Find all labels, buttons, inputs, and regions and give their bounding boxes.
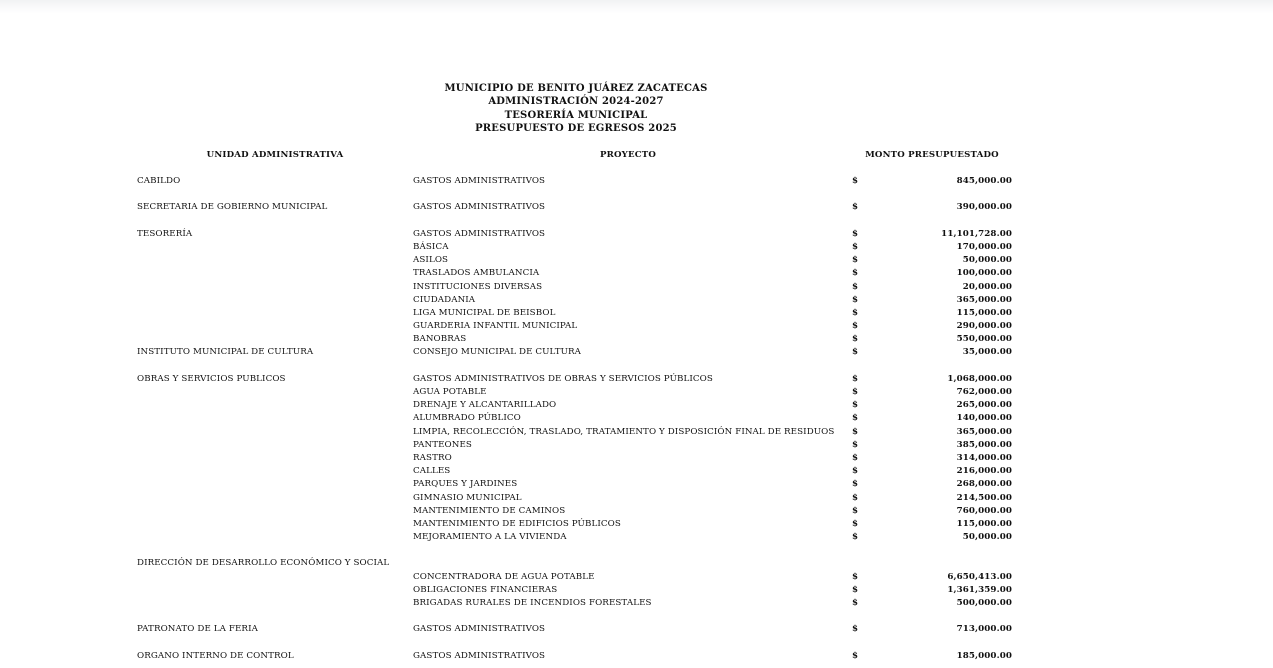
column-header-proyecto: PROYECTO [599,150,657,160]
table-row [0,308,1273,321]
monto-cell: 268,000.00 [956,479,1012,490]
table-row [0,453,1273,466]
monto-cell: 365,000.00 [956,426,1012,437]
currency-symbol: $ [852,281,859,292]
table-row [0,479,1273,492]
table-row [0,598,1273,611]
table-row [0,400,1273,413]
currency-symbol: $ [852,268,859,279]
table-row [0,493,1273,506]
proyecto-cell: BANOBRAS [413,334,467,345]
currency-symbol: $ [852,228,859,239]
unidad-administrativa-cell: TESORERÍA [137,228,193,239]
proyecto-cell: CONSEJO MUNICIPAL DE CULTURA [413,347,582,358]
proyecto-cell: GASTOS ADMINISTRATIVOS DE OBRAS Y SERVICIOS PÚBLICOS [413,373,713,384]
proyecto-cell: AGUA POTABLE [413,387,487,397]
monto-cell: 115,000.00 [956,518,1012,529]
currency-symbol: $ [852,505,859,516]
column-header-unidad-administrativa: UNIDAD ADMINISTRATIVA [206,150,344,160]
table-row [0,427,1273,440]
proyecto-cell: CIUDADANIA [413,294,476,305]
table-row [0,282,1273,295]
currency-symbol: $ [852,373,859,384]
table-row [0,334,1273,347]
monto-cell: 11,101,728.00 [941,228,1012,239]
proyecto-cell: MEJORAMIENTO A LA VIVIENDA [413,532,567,543]
monto-cell: 365,000.00 [956,294,1012,305]
monto-cell: 1,068,000.00 [947,373,1012,384]
proyecto-cell: GUARDERIA INFANTIL MUNICIPAL [413,321,578,332]
monto-cell: 290,000.00 [956,321,1012,332]
monto-cell: 265,000.00 [956,400,1012,411]
unidad-administrativa-cell: SECRETARIA DE GOBIERNO MUNICIPAL [137,202,328,213]
monto-cell: 550,000.00 [956,334,1012,345]
currency-symbol: $ [852,307,859,318]
unidad-administrativa-cell: PATRONATO DE LA FERIA [137,624,258,635]
monto-cell: 385,000.00 [956,439,1012,450]
proyecto-cell: GASTOS ADMINISTRATIVOS [413,650,546,661]
currency-symbol: $ [852,479,859,490]
monto-cell: 762,000.00 [956,387,1012,397]
monto-cell: 500,000.00 [956,598,1012,608]
spacer-row [0,189,1273,202]
currency-symbol: $ [852,413,859,424]
table-row [0,176,1273,189]
currency-symbol: $ [852,241,859,252]
proyecto-cell: MANTENIMIENTO DE EDIFICIOS PÚBLICOS [413,518,621,529]
spacer-row [0,638,1273,651]
budget-table [0,176,1273,664]
currency-symbol: $ [852,334,859,345]
table-row [0,255,1273,268]
monto-cell: 845,000.00 [956,176,1012,186]
monto-cell: 20,000.00 [962,281,1012,292]
currency-symbol: $ [852,202,859,213]
proyecto-cell: MANTENIMIENTO DE CAMINOS [413,505,566,516]
table-row [0,374,1273,387]
proyecto-cell: OBLIGACIONES FINANCIERAS [413,584,558,595]
currency-symbol: $ [852,400,859,411]
currency-symbol: $ [852,571,859,582]
proyecto-cell: GASTOS ADMINISTRATIVOS [413,176,546,186]
proyecto-cell: ALUMBRADO PÚBLICO [413,413,521,424]
unidad-administrativa-cell: ORGANO INTERNO DE CONTROL [137,650,294,661]
currency-symbol: $ [852,492,859,503]
currency-symbol: $ [852,439,859,450]
currency-symbol: $ [852,598,859,608]
monto-cell: 214,500.00 [956,492,1012,503]
unidad-administrativa-cell: DIRECCIÓN DE DESARROLLO ECONÓMICO Y SOCIAL [137,558,390,569]
monto-cell: 170,000.00 [956,241,1012,252]
spacer-row [0,361,1273,374]
proyecto-cell: GIMNASIO MUNICIPAL [413,492,522,503]
table-row [0,229,1273,242]
table-row [0,506,1273,519]
currency-symbol: $ [852,176,859,186]
monto-cell: 35,000.00 [962,347,1012,358]
monto-cell: 6,650,413.00 [947,571,1012,582]
monto-cell: 185,000.00 [956,650,1012,661]
table-row [0,321,1273,334]
title-line-municipio: MUNICIPIO DE BENITO JUÁREZ ZACATECAS [444,83,708,94]
proyecto-cell: BRIGADAS RURALES DE INCENDIOS FORESTALES [413,598,652,608]
table-row [0,585,1273,598]
document-title [0,82,1152,136]
currency-symbol: $ [852,347,859,358]
table-row [0,413,1273,426]
spacer-row [0,216,1273,229]
table-row [0,295,1273,308]
table-row [0,466,1273,479]
monto-cell: 50,000.00 [962,532,1012,543]
currency-symbol: $ [852,518,859,529]
monto-cell: 100,000.00 [956,268,1012,279]
table-row [0,572,1273,585]
proyecto-cell: GASTOS ADMINISTRATIVOS [413,624,546,635]
title-line-presupuesto: PRESUPUESTO DE EGRESOS 2025 [475,123,677,135]
proyecto-cell: PANTEONES [413,439,472,450]
proyecto-cell: GASTOS ADMINISTRATIVOS [413,202,546,213]
table-row [0,558,1273,571]
monto-cell: 390,000.00 [956,202,1012,213]
currency-symbol: $ [852,466,859,477]
title-line-tesoreria: TESORERÍA MUNICIPAL [504,109,648,121]
proyecto-cell: PARQUES Y JARDINES [413,479,518,490]
monto-cell: 140,000.00 [956,413,1012,424]
spacer-row [0,545,1273,558]
table-row [0,202,1273,215]
proyecto-cell: TRASLADOS AMBULANCIA [413,268,540,279]
currency-symbol: $ [852,532,859,543]
currency-symbol: $ [852,321,859,332]
table-row [0,532,1273,545]
unidad-administrativa-cell: OBRAS Y SERVICIOS PUBLICOS [137,373,286,384]
currency-symbol: $ [852,387,859,397]
table-row [0,624,1273,637]
proyecto-cell: GASTOS ADMINISTRATIVOS [413,228,546,239]
column-header-monto-presupuestado: MONTO PRESUPUESTADO [865,150,999,160]
monto-cell: 1,361,359.00 [947,584,1012,595]
proyecto-cell: CONCENTRADORA DE AGUA POTABLE [413,571,595,582]
currency-symbol: $ [852,584,859,595]
table-row [0,268,1273,281]
proyecto-cell: LIMPIA, RECOLECCIÓN, TRASLADO, TRATAMIENTO Y DISPOSICIÓN FINAL DE RESIDUOS [413,426,835,437]
top-shadow [0,0,1273,14]
proyecto-cell: RASTRO [413,452,452,463]
unidad-administrativa-cell: CABILDO [137,176,181,186]
table-row [0,387,1273,400]
monto-cell: 115,000.00 [956,307,1012,318]
unidad-administrativa-cell: INSTITUTO MUNICIPAL DE CULTURA [137,347,314,358]
title-line-administracion: ADMINISTRACIÓN 2024-2027 [488,96,664,108]
proyecto-cell: LIGA MUNICIPAL DE BEISBOL [413,307,556,318]
table-row [0,519,1273,532]
table-row [0,242,1273,255]
proyecto-cell: BÁSICA [413,241,449,252]
currency-symbol: $ [852,650,859,661]
proyecto-cell: ASILOS [413,255,449,266]
currency-symbol: $ [852,255,859,266]
currency-symbol: $ [852,452,859,463]
monto-cell: 50,000.00 [962,255,1012,266]
table-row [0,651,1273,664]
monto-cell: 713,000.00 [956,624,1012,635]
proyecto-cell: INSTITUCIONES DIVERSAS [413,281,543,292]
monto-cell: 314,000.00 [956,452,1012,463]
proyecto-cell: DRENAJE Y ALCANTARILLADO [413,400,557,411]
monto-cell: 216,000.00 [956,466,1012,477]
table-row [0,440,1273,453]
spacer-row [0,611,1273,624]
monto-cell: 760,000.00 [956,505,1012,516]
table-row [0,347,1273,360]
currency-symbol: $ [852,294,859,305]
proyecto-cell: CALLES [413,466,451,477]
currency-symbol: $ [852,624,859,635]
currency-symbol: $ [852,426,859,437]
